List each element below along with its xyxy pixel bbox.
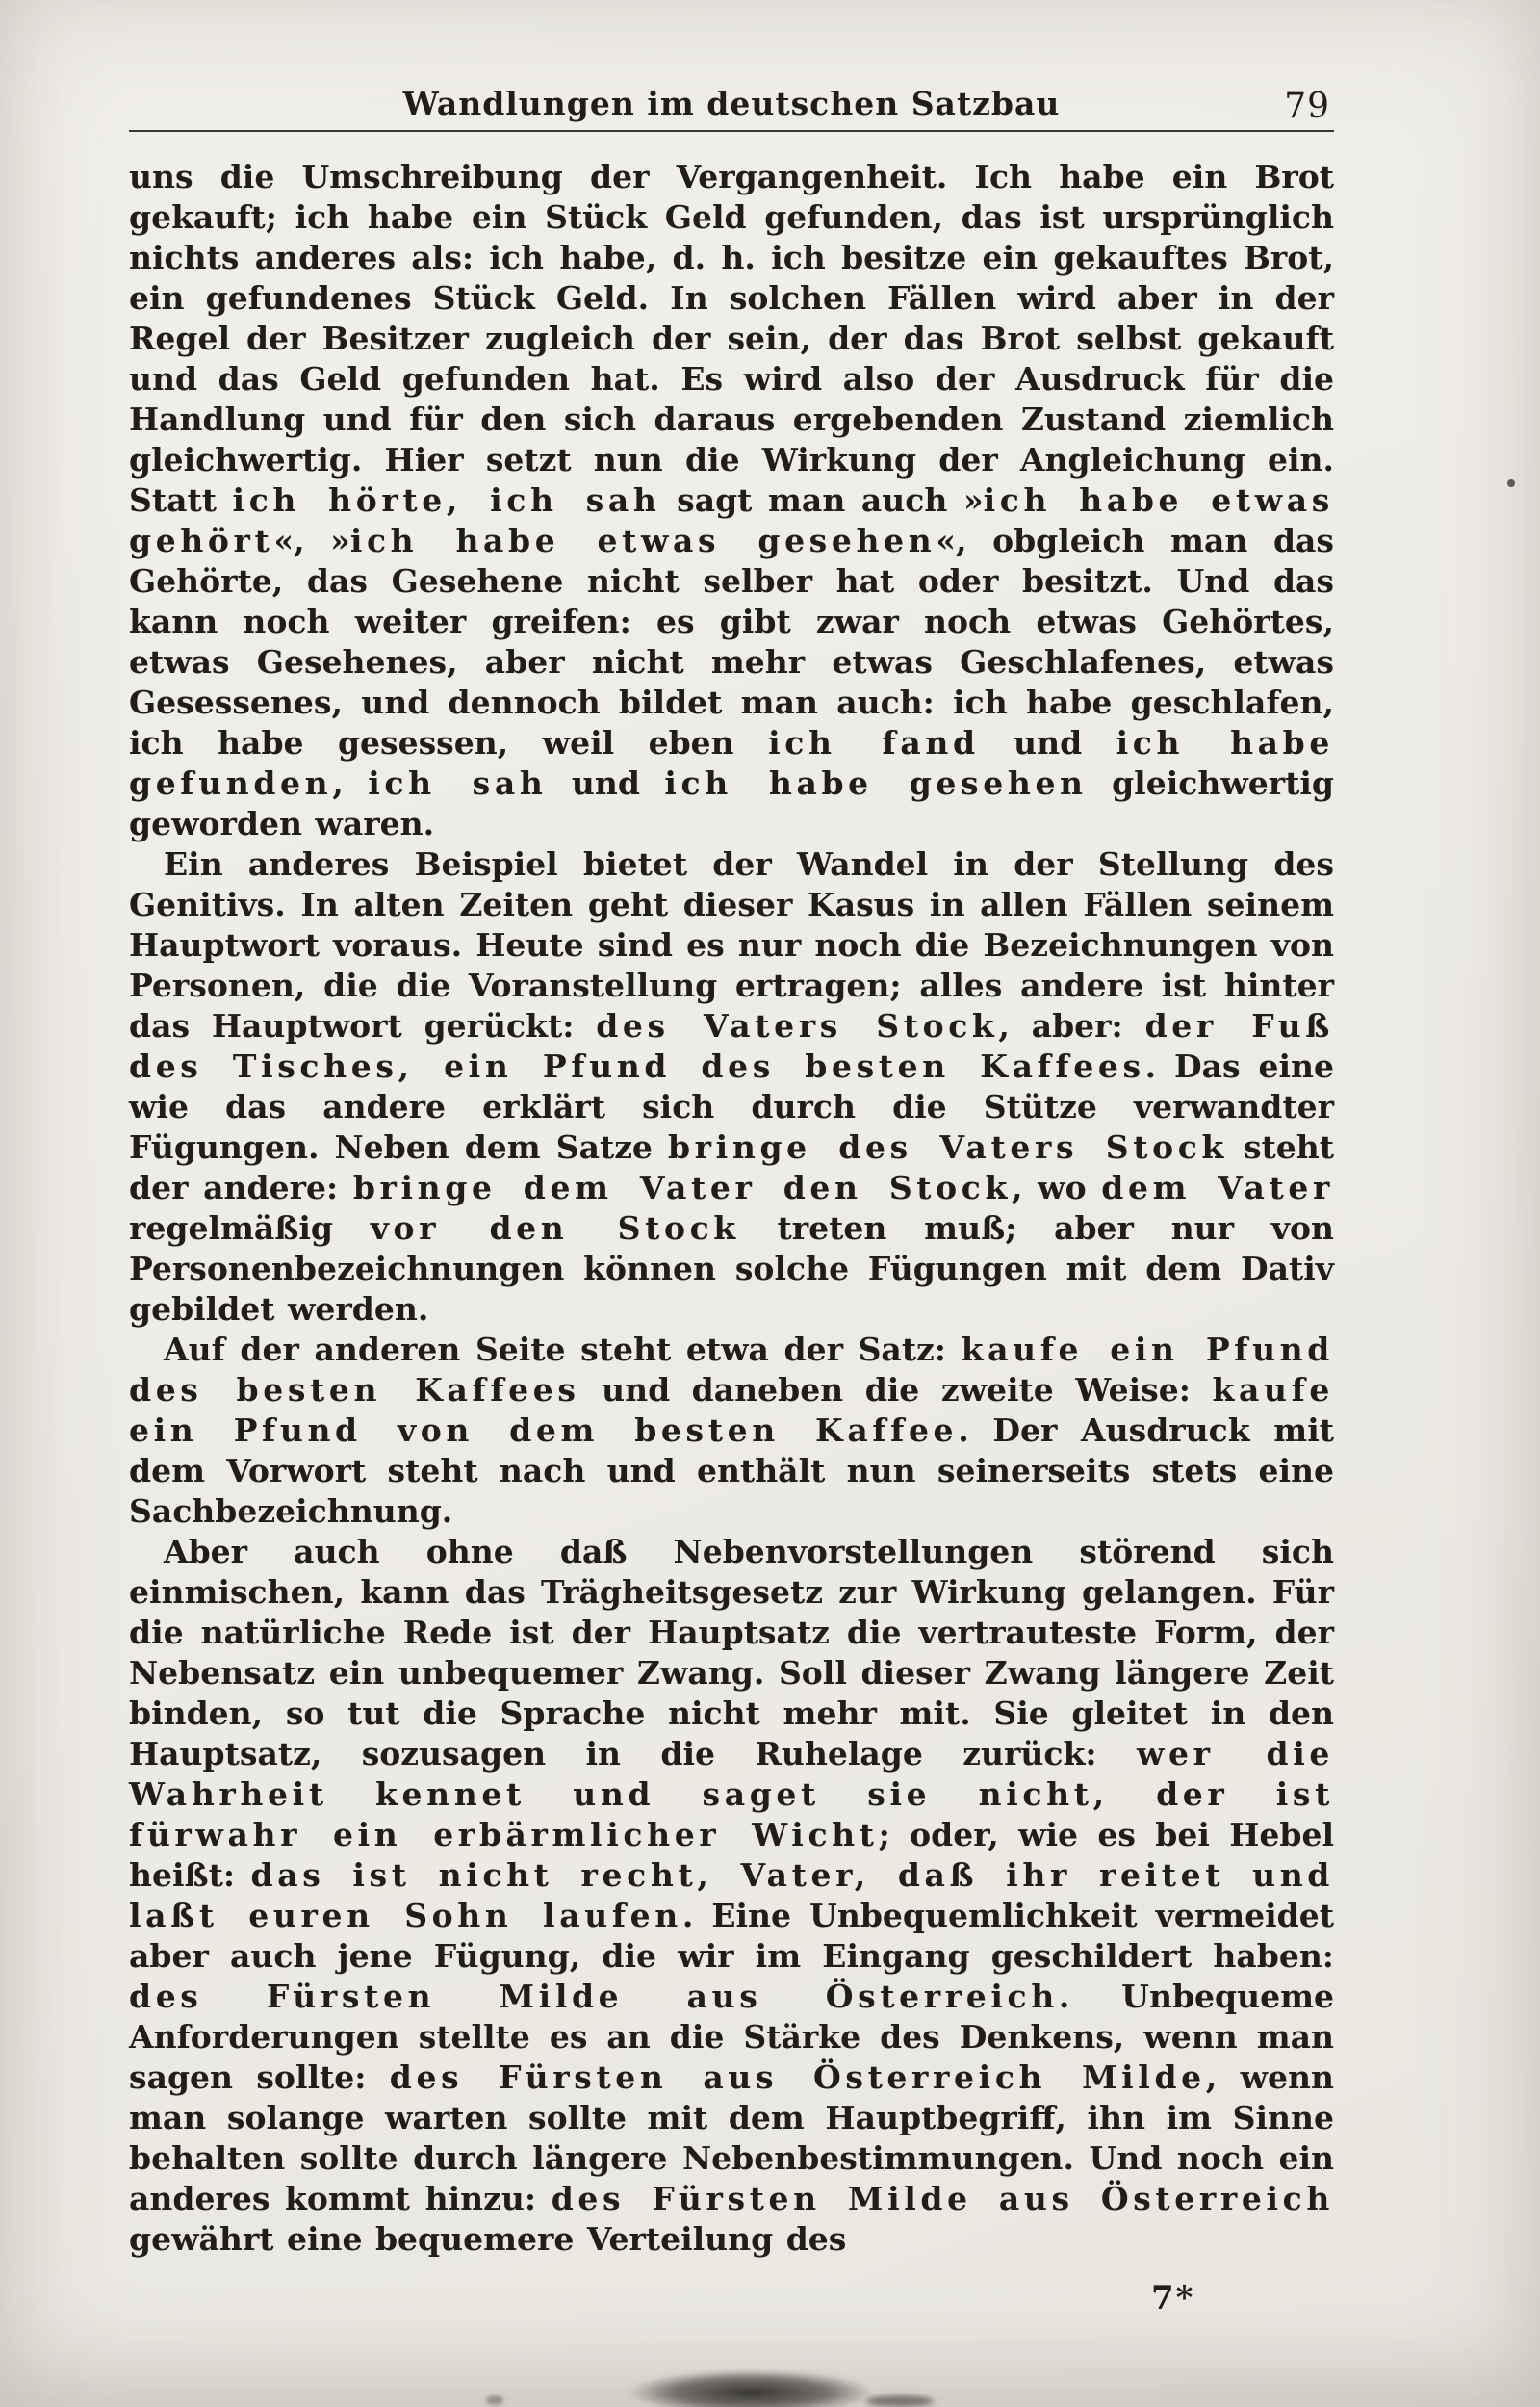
body-text: ; oder, wie es bei Hebel heißt: [129, 1816, 1334, 1894]
body-text: «, » [273, 522, 350, 559]
body-text: gleichwertig geworden waren. [129, 764, 1334, 842]
paragraph [129, 157, 1334, 844]
body-text: . Das eine wie das andere erklärt sich durch die Stütze verwandter Fügungen. Neben dem Satze [129, 1048, 1334, 1166]
body-text: uns die Umschreibung der Vergangenheit. Ich habe ein Brot gekauft; ich habe ein Stück Geld gefunden, das ist ursprünglich nichts anderes als: ich habe, d. h. ich besitze ein gekauftes Brot, ein gefundenes Stück Geld. In solchen Fällen wird aber in der Regel der Besitzer zugleich der sein, der das Brot selbst gekauft und das Geld gefunden hat. Es wird also der Ausdruck für die Handlung und für den sich daraus ergebenden Zustand ziemlich gleichwertig. Hier setzt nun die Wirkung der Angleichung ein. Statt [129, 158, 1334, 519]
body-text: Auf der anderen Seite steht etwa der Satz: [164, 1331, 962, 1368]
scan-artifact-bottom-streak [866, 2395, 934, 2407]
body-text: und daneben die zweite Weise: [579, 1371, 1213, 1409]
spaced-example-text: das ist nicht recht, Vater, daß ihr reitet und laßt euren Sohn laufen [129, 1856, 1335, 1934]
scan-artifact-bottom-smudge [630, 2370, 871, 2407]
spaced-example-text: bringe dem Vater den Stock [352, 1169, 1012, 1206]
page-content [129, 0, 1334, 2317]
spaced-example-text: ich fand [768, 724, 980, 762]
page-number: 79 [1284, 87, 1330, 126]
spaced-example-text: des Fürsten aus Österreich Milde [389, 2058, 1206, 2096]
scan-artifact-bottom-mark [486, 2395, 503, 2405]
spaced-example-text: des Fürsten Milde aus Österreich [551, 2180, 1334, 2217]
body-text: steht der andere: [129, 1128, 1335, 1206]
body-text: . Unbequeme Anforderungen stellte es an die Stärke des Denkens, wenn man sagen sollte: [129, 1978, 1334, 2096]
body-text: , aber: [998, 1007, 1145, 1045]
body-text: Ein anderes Beispiel bietet der Wandel in der Stellung des Genitivs. In alten Zeiten geht dieser Kasus in allen Fällen seinem Hauptwort voraus. Heute sind es nur noch die Bezeichnungen von Personen, die die Voranstellung ertragen; alles andere ist hinter das Hauptwort gerückt: [129, 845, 1334, 1045]
spaced-example-text: wer die Wahrheit kennet und saget sie nicht, der ist fürwahr ein erbärmlicher Wicht [129, 1735, 1334, 1853]
paragraph [129, 844, 1334, 1330]
spaced-example-text: des Vaters Stock [596, 1007, 999, 1045]
body-text: gewährt eine bequemere Verteilung des [129, 2220, 847, 2258]
spaced-example-text: kaufe ein Pfund des besten Kaffees [129, 1331, 1334, 1409]
body-text: regelmäßig [129, 1209, 371, 1247]
spaced-example-text: vor den Stock [370, 1209, 740, 1247]
spaced-example-text: kaufe ein Pfund von dem besten Kaffee [129, 1371, 1334, 1449]
spaced-example-text: ich habe gefunden [129, 724, 1334, 802]
spaced-example-text: der Fuß des Tisches, ein Pfund des besten Kaffees [129, 1007, 1334, 1085]
text-block [129, 157, 1334, 2260]
spaced-example-text: des Fürsten Milde aus Österreich [129, 1978, 1059, 2015]
spaced-example-text: dem Vater [1101, 1169, 1334, 1206]
running-header-title: Wandlungen im deutschen Satzbau [402, 85, 1061, 122]
body-text: und [547, 764, 665, 802]
spaced-example-text: ich habe etwas gehört [129, 481, 1334, 559]
spaced-example-text: bringe des Vaters Stock [667, 1128, 1228, 1166]
body-text: und [979, 724, 1116, 762]
paragraph [129, 1532, 1334, 2260]
spaced-example-text: ich hörte, ich sah [232, 481, 661, 519]
body-text: . Eine Unbequemlichkeit vermeidet aber auch jene Fügung, die wir im Eingang geschildert haben: [129, 1897, 1334, 1975]
scan-artifact-right-dot [1507, 479, 1515, 487]
body-text: , [332, 764, 369, 802]
body-text: Aber auch ohne daß Nebenvorstellungen störend sich einmischen, kann das Trägheitsgesetz zur Wirkung gelangen. Für die natürliche Rede ist der Hauptsatz die vertrauteste Form, der Nebensatz ein unbequemer Zwang. Soll dieser Zwang längere Zeit binden, so tut die Sprache nicht mehr mit. Sie gleitet in den Hauptsatz, sozusagen in die Ruhelage zurück: [129, 1533, 1334, 1773]
body-text: , wenn man solange warten sollte mit dem Hauptbegriff, ihn im Sinne behalten sollte durch längere Nebenbestimmungen. Und noch ein anderes kommt hinzu: [129, 2058, 1334, 2217]
paragraph [129, 1330, 1334, 1532]
printer-signature: 7* [1151, 2279, 1195, 2317]
body-text: . Der Ausdruck mit dem Vorwort steht nach und enthält nun seinerseits stets eine Sachbezeichnung. [129, 1411, 1334, 1530]
page-header [129, 85, 1334, 132]
spaced-example-text: ich sah [368, 764, 548, 802]
body-text: «, obgleich man das Gehörte, das Gesehene nicht selber hat oder besitzt. Und das kann noch weiter greifen: es gibt zwar noch etwas Gehörtes, etwas Gesehenes, aber nicht mehr etwas Geschlafenes, etwas Gesessenes, und dennoch bildet man auch: ich habe geschlafen, ich habe gesessen, weil eben [129, 522, 1334, 762]
spaced-example-text: ich habe etwas gesehen [349, 522, 937, 559]
body-text: treten muß; aber nur von Personenbezeichnungen können solche Fügungen mit dem Dativ gebildet werden. [129, 1209, 1334, 1328]
body-text: , wo [1012, 1169, 1102, 1206]
spaced-example-text: ich habe gesehen [664, 764, 1088, 802]
body-text: sagt man auch » [660, 481, 984, 519]
